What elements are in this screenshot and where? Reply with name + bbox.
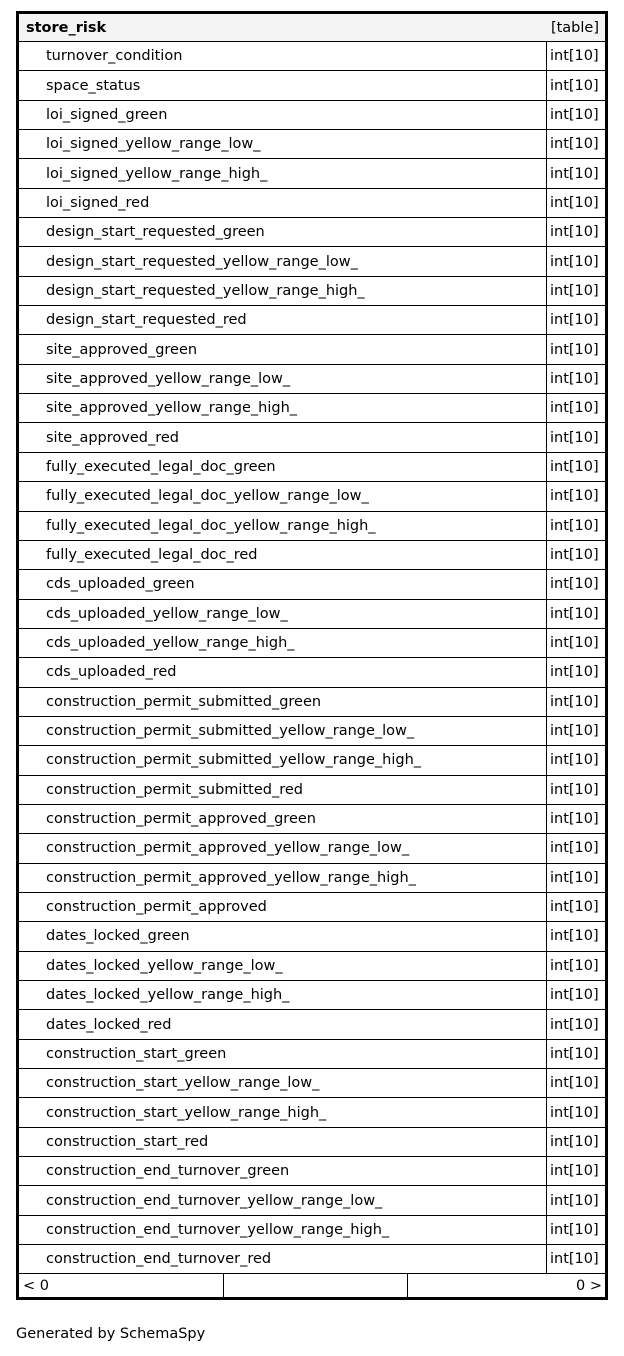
column-type: int[10] bbox=[550, 576, 599, 593]
column-type: int[10] bbox=[550, 957, 599, 974]
parents-count: < 0 bbox=[19, 1274, 224, 1297]
column-name: dates_locked_green bbox=[19, 922, 547, 950]
column-type: int[10] bbox=[550, 635, 599, 652]
column-type: int[10] bbox=[550, 253, 599, 270]
column-list bbox=[19, 42, 605, 1274]
table-row bbox=[19, 688, 605, 717]
entity-header bbox=[19, 14, 605, 42]
column-name: construction_end_turnover_red bbox=[19, 1245, 547, 1273]
table-row bbox=[19, 365, 605, 394]
table-row bbox=[19, 629, 605, 658]
column-name: cds_uploaded_green bbox=[19, 570, 547, 598]
column-type: int[10] bbox=[550, 1192, 599, 1209]
column-type: int[10] bbox=[550, 723, 599, 740]
table-row bbox=[19, 570, 605, 599]
column-name: construction_permit_submitted_yellow_range_low_ bbox=[19, 717, 547, 745]
column-name: fully_executed_legal_doc_yellow_range_low_ bbox=[19, 482, 547, 510]
table-row bbox=[19, 776, 605, 805]
table-row bbox=[19, 247, 605, 276]
table-row bbox=[19, 805, 605, 834]
column-name: dates_locked_yellow_range_high_ bbox=[19, 981, 547, 1009]
footer-spacer bbox=[224, 1274, 408, 1297]
column-type: int[10] bbox=[550, 605, 599, 622]
column-type: int[10] bbox=[550, 341, 599, 358]
column-type: int[10] bbox=[550, 400, 599, 417]
column-name: space_status bbox=[19, 71, 547, 99]
column-type: int[10] bbox=[550, 429, 599, 446]
column-name: fully_executed_legal_doc_yellow_range_high_ bbox=[19, 512, 547, 540]
column-type: int[10] bbox=[550, 1163, 599, 1180]
column-name: loi_signed_red bbox=[19, 189, 547, 217]
table-row bbox=[19, 1186, 605, 1215]
children-count: 0 > bbox=[576, 1277, 602, 1294]
column-name: site_approved_green bbox=[19, 335, 547, 363]
table-row bbox=[19, 101, 605, 130]
column-type: int[10] bbox=[550, 928, 599, 945]
table-row bbox=[19, 1157, 605, 1186]
column-type: int[10] bbox=[550, 781, 599, 798]
column-name: construction_end_turnover_yellow_range_low_ bbox=[19, 1186, 547, 1214]
column-type: int[10] bbox=[550, 136, 599, 153]
table-row bbox=[19, 600, 605, 629]
table-row bbox=[19, 541, 605, 570]
column-name: design_start_requested_yellow_range_high_ bbox=[19, 277, 547, 305]
table-row bbox=[19, 71, 605, 100]
column-type: int[10] bbox=[550, 312, 599, 329]
table-row bbox=[19, 423, 605, 452]
column-name: construction_permit_approved bbox=[19, 893, 547, 921]
table-row bbox=[19, 864, 605, 893]
column-name: construction_start_red bbox=[19, 1128, 547, 1156]
table-row bbox=[19, 306, 605, 335]
table-row bbox=[19, 717, 605, 746]
column-name: loi_signed_yellow_range_high_ bbox=[19, 159, 547, 187]
table-row bbox=[19, 335, 605, 364]
column-name: construction_permit_submitted_green bbox=[19, 688, 547, 716]
column-name: construction_permit_submitted_red bbox=[19, 776, 547, 804]
table-row bbox=[19, 658, 605, 687]
column-type: int[10] bbox=[550, 1251, 599, 1268]
table-row bbox=[19, 482, 605, 511]
column-name: design_start_requested_green bbox=[19, 218, 547, 246]
table-row bbox=[19, 1098, 605, 1127]
table-row bbox=[19, 277, 605, 306]
column-type: int[10] bbox=[550, 752, 599, 769]
table-row bbox=[19, 394, 605, 423]
table-row bbox=[19, 1069, 605, 1098]
column-name: loi_signed_green bbox=[19, 101, 547, 129]
column-type: int[10] bbox=[550, 48, 599, 65]
table-row bbox=[19, 512, 605, 541]
column-name: construction_start_yellow_range_low_ bbox=[19, 1069, 547, 1097]
column-type: int[10] bbox=[550, 869, 599, 886]
table-row bbox=[19, 746, 605, 775]
table-row bbox=[19, 893, 605, 922]
column-name: design_start_requested_yellow_range_low_ bbox=[19, 247, 547, 275]
column-type: int[10] bbox=[550, 488, 599, 505]
column-type: int[10] bbox=[550, 1133, 599, 1150]
column-name: construction_permit_approved_yellow_range_low_ bbox=[19, 834, 547, 862]
column-type: int[10] bbox=[550, 77, 599, 94]
column-type: int[10] bbox=[550, 1075, 599, 1092]
table-row bbox=[19, 981, 605, 1010]
column-name: site_approved_yellow_range_high_ bbox=[19, 394, 547, 422]
column-name: dates_locked_red bbox=[19, 1010, 547, 1038]
column-type: int[10] bbox=[550, 1221, 599, 1238]
entity-footer bbox=[19, 1274, 605, 1297]
column-name: cds_uploaded_yellow_range_high_ bbox=[19, 629, 547, 657]
table-kind-label: [table] bbox=[550, 19, 599, 36]
column-type: int[10] bbox=[550, 517, 599, 534]
column-name: construction_permit_submitted_yellow_range_high_ bbox=[19, 746, 547, 774]
table-row bbox=[19, 1010, 605, 1039]
column-name: construction_start_green bbox=[19, 1040, 547, 1068]
table-row bbox=[19, 1040, 605, 1069]
generated-by-label: Generated by SchemaSpy bbox=[16, 1326, 206, 1342]
column-type: int[10] bbox=[550, 840, 599, 857]
table-row bbox=[19, 159, 605, 188]
column-name: cds_uploaded_red bbox=[19, 658, 547, 686]
column-name: loi_signed_yellow_range_low_ bbox=[19, 130, 547, 158]
column-type: int[10] bbox=[550, 1104, 599, 1121]
column-type: int[10] bbox=[550, 664, 599, 681]
table-row bbox=[19, 1216, 605, 1245]
table-row bbox=[19, 834, 605, 863]
table-row bbox=[19, 42, 605, 71]
column-type: int[10] bbox=[550, 165, 599, 182]
column-name: fully_executed_legal_doc_red bbox=[19, 541, 547, 569]
table-row bbox=[19, 1128, 605, 1157]
table-row bbox=[19, 189, 605, 218]
column-name: cds_uploaded_yellow_range_low_ bbox=[19, 600, 547, 628]
column-type: int[10] bbox=[550, 811, 599, 828]
column-type: int[10] bbox=[550, 899, 599, 916]
column-name: design_start_requested_red bbox=[19, 306, 547, 334]
column-name: construction_end_turnover_green bbox=[19, 1157, 547, 1185]
column-name: construction_start_yellow_range_high_ bbox=[19, 1098, 547, 1126]
column-name: dates_locked_yellow_range_low_ bbox=[19, 952, 547, 980]
table-row bbox=[19, 1245, 605, 1274]
table-name: store_risk bbox=[26, 19, 107, 36]
column-name: construction_end_turnover_yellow_range_high_ bbox=[19, 1216, 547, 1244]
column-type: int[10] bbox=[550, 458, 599, 475]
table-row bbox=[19, 922, 605, 951]
column-name: fully_executed_legal_doc_green bbox=[19, 453, 547, 481]
table-row bbox=[19, 453, 605, 482]
column-type: int[10] bbox=[550, 547, 599, 564]
entity-store-risk bbox=[16, 11, 608, 1300]
column-type: int[10] bbox=[550, 1016, 599, 1033]
column-name: turnover_condition bbox=[19, 42, 547, 70]
table-row bbox=[19, 218, 605, 247]
column-type: int[10] bbox=[550, 106, 599, 123]
column-name: site_approved_red bbox=[19, 423, 547, 451]
column-type: int[10] bbox=[550, 693, 599, 710]
column-type: int[10] bbox=[550, 987, 599, 1004]
table-row bbox=[19, 952, 605, 981]
column-name: construction_permit_approved_yellow_range_high_ bbox=[19, 864, 547, 892]
table-row bbox=[19, 130, 605, 159]
column-type: int[10] bbox=[550, 194, 599, 211]
column-name: construction_permit_approved_green bbox=[19, 805, 547, 833]
column-type: int[10] bbox=[550, 1045, 599, 1062]
column-name: site_approved_yellow_range_low_ bbox=[19, 365, 547, 393]
column-type: int[10] bbox=[550, 224, 599, 241]
column-type: int[10] bbox=[550, 282, 599, 299]
column-type: int[10] bbox=[550, 370, 599, 387]
